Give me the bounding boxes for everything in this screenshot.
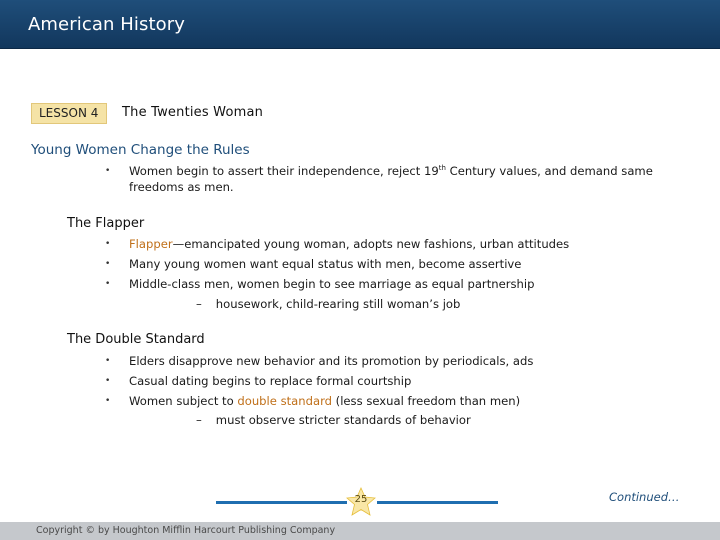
double-standard-bullet-3-before: Women subject to [129, 394, 238, 408]
double-standard-bullet-3 [105, 393, 521, 409]
double-standard-sub-dash-text: must observe stricter standards of behavior [215, 413, 471, 427]
copyright-text: Copyright © by Houghton Mifflin Harcourt Publishing Company [36, 525, 336, 536]
flapper-heading: The Flapper [67, 216, 145, 231]
flapper-bullet-3 [105, 276, 535, 292]
lesson-title: The Twenties Woman [122, 105, 264, 120]
bullet-icon: • [105, 259, 111, 269]
double-standard-bullet-2 [105, 373, 412, 389]
flapper-sub-dash [196, 297, 460, 311]
flapper-bullet-2-text: Many young women want equal status with men, become assertive [129, 257, 522, 271]
footer-rule-left [216, 501, 347, 504]
flapper-bullet-1 [105, 236, 570, 252]
continued-label: Continued… [609, 490, 680, 504]
bullet-icon: • [105, 239, 111, 249]
flapper-bullet-3-text: Middle-class men, women begin to see marriage as equal partnership [129, 277, 535, 291]
double-standard-bullet-2-text: Casual dating begins to replace formal courtship [129, 374, 412, 388]
flapper-bullet-2 [105, 256, 522, 272]
footer-bar [0, 522, 720, 540]
section-heading: Young Women Change the Rules [31, 142, 250, 158]
bullet-icon: • [105, 356, 111, 366]
bullet-icon: • [105, 279, 111, 289]
intro-bullet-line2 [129, 179, 234, 195]
double-standard-heading: The Double Standard [67, 332, 205, 347]
bullet-icon: • [105, 166, 111, 176]
intro-text-line2: freedoms as men. [129, 180, 234, 194]
bullet-icon: • [105, 376, 111, 386]
flapper-sub-dash-text: housework, child-rearing still woman’s job [215, 297, 461, 311]
intro-sup: th [438, 164, 446, 173]
dash-icon: – [196, 297, 202, 311]
bullet-icon: • [105, 396, 111, 406]
dash-icon: – [196, 413, 202, 427]
footer-rule-right [377, 501, 498, 504]
page-number: 25 [354, 494, 368, 505]
double-standard-bullet-1-text: Elders disapprove new behavior and its promotion by periodicals, ads [129, 354, 534, 368]
lesson-badge: LESSON 4 [31, 103, 107, 124]
double-standard-bullet-1 [105, 353, 534, 369]
double-standard-sub-dash [196, 413, 471, 427]
flapper-bullet-1-text: —emancipated young woman, adopts new fashions, urban attitudes [172, 237, 570, 251]
intro-text-part2: Century values, and demand same [445, 164, 653, 178]
term-flapper: Flapper [129, 237, 173, 251]
term-double-standard: double standard [237, 394, 332, 408]
intro-bullet [105, 163, 653, 179]
header-bar [0, 0, 720, 49]
double-standard-bullet-3-after: (less sexual freedom than men) [332, 394, 521, 408]
header-title: American History [28, 14, 186, 35]
intro-text-part1: Women begin to assert their independence, reject 19 [129, 164, 439, 178]
